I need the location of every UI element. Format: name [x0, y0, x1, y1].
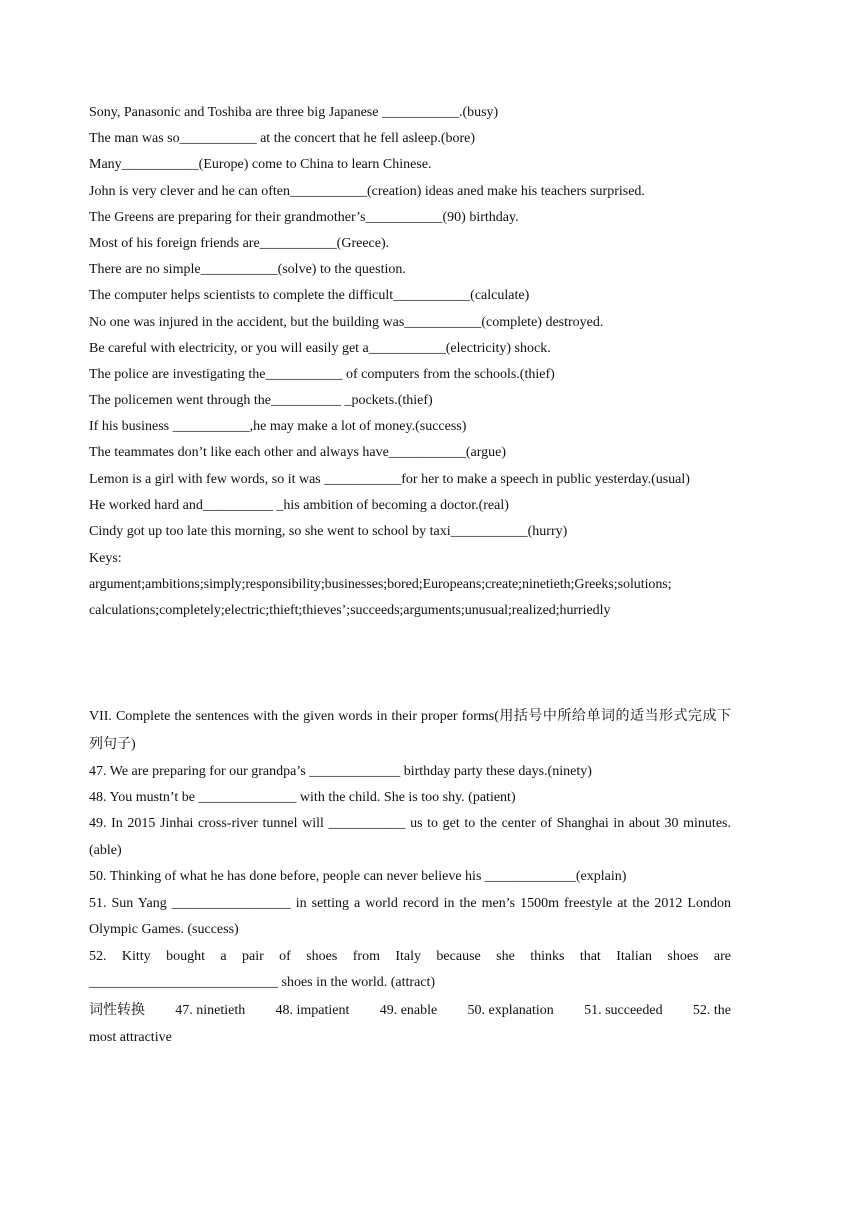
answers-label: 词性转换 — [89, 1002, 145, 1018]
keys-label: Keys: — [89, 550, 122, 566]
answers-row — [89, 997, 731, 1025]
sentence-11: The police are investigating the___________ of computers from the schools.(thief) — [89, 366, 555, 382]
document-page — [89, 100, 731, 1051]
sentence-3: Many___________(Europe) come to China to learn Chinese. — [89, 157, 432, 173]
sentence-4: John is very clever and he can often___________(creation) ideas aned make his teachers surprised. — [89, 183, 645, 199]
sentence-16: He worked hard and__________ _his ambition of becoming a doctor.(real) — [89, 498, 509, 514]
keys-line-2: calculations;completely;electric;thieft;thieves’;succeeds;arguments;unusual;realized;hurriedly — [89, 602, 611, 618]
exercise-section-1 — [89, 100, 731, 624]
sentence-7: There are no simple___________(solve) to the question. — [89, 262, 406, 278]
sentence-17: Cindy got up too late this morning, so she went to school by taxi___________(hurry) — [89, 524, 568, 540]
sentence-8: The computer helps scientists to complete the difficult___________(calculate) — [89, 288, 530, 304]
sentence-15: Lemon is a girl with few words, so it was ___________for her to make a speech in public yesterday.(usual) — [89, 471, 690, 487]
answer-47: 47. ninetieth — [175, 1002, 246, 1018]
sentence-1: Sony, Panasonic and Toshiba are three big Japanese ___________.(busy) — [89, 105, 499, 120]
sentence-5: The Greens are preparing for their grandmother’s___________(90) birthday. — [89, 209, 519, 225]
question-51: 51. Sun Yang _________________ in setting a world record in the men’s 1500m freestyle at the 2012 London Olympic Games. (success) — [89, 895, 731, 938]
answer-50: 50. explanation — [467, 1002, 554, 1018]
sentence-13: If his business ___________,he may make a lot of money.(success) — [89, 419, 467, 435]
question-47: 47. We are preparing for our grandpa’s _____________ birthday party these days.(ninety) — [89, 764, 592, 780]
sentence-10: Be careful with electricity, or you will easily get a___________(electricity) shock. — [89, 340, 551, 356]
exercise-section-2 — [89, 703, 731, 1051]
keys-line-1: argument;ambitions;simply;responsibility;businesses;bored;Europeans;create;ninetieth;Greeks;solutions; — [89, 576, 672, 592]
answer-49: 49. enable — [379, 1002, 438, 1018]
answers-continuation: most attractive — [89, 1029, 172, 1045]
question-50: 50. Thinking of what he has done before, people can never believe his _____________(explain) — [89, 869, 627, 885]
question-48: 48. You mustn’t be ______________ with the child. She is too shy. (patient) — [89, 790, 516, 806]
sentence-2: The man was so___________ at the concert that he fell asleep.(bore) — [89, 131, 476, 147]
answer-52: 52. the — [692, 1002, 731, 1018]
section-gap — [89, 624, 731, 703]
sentence-14: The teammates don’t like each other and always have___________(argue) — [89, 445, 507, 461]
sentence-12: The policemen went through the__________ _pockets.(thief) — [89, 393, 433, 409]
question-52: 52. Kitty bought a pair of shoes from Italy because she thinks that Italian shoes are ___________________________ shoes in the world. (attract) — [89, 948, 731, 991]
question-49: 49. In 2015 Jinhai cross-river tunnel will ___________ us to get to the center of Shanghai in about 30 minutes. (able) — [89, 816, 731, 858]
answer-51: 51. succeeded — [584, 1002, 663, 1018]
answer-48: 48. impatient — [275, 1002, 350, 1018]
sentence-6: Most of his foreign friends are___________(Greece). — [89, 235, 390, 251]
sentence-9: No one was injured in the accident, but the building was___________(complete) destroyed. — [89, 314, 604, 330]
section-heading: VII. Complete the sentences with the given words in their proper forms(用括号中所给单词的适当形式完成下列句子) — [89, 709, 731, 753]
